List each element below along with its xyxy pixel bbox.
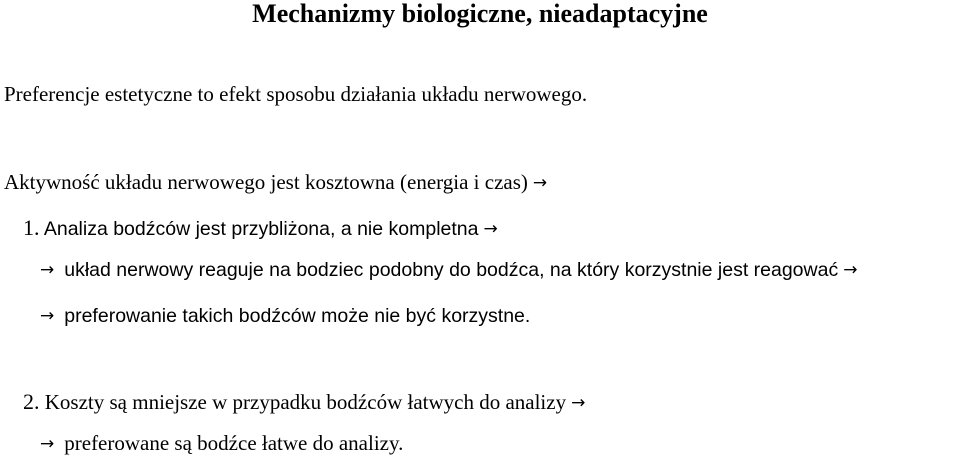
subtitle-text: Preferencje estetyczne to efekt sposobu działania układu nerwowego. [4, 82, 588, 106]
point-1-consequence-1-text: układ nerwowy reaguje na bodziec podobny do bodźca, na który korzystnie jest reagować [64, 259, 839, 281]
point-1-consequence-2-text: preferowanie takich bodźców może nie być korzystne. [64, 305, 531, 327]
right-arrow-icon: → [40, 306, 55, 326]
point-1-consequence-2 [40, 307, 530, 327]
right-arrow-icon: → [843, 260, 858, 280]
right-arrow-icon: → [40, 434, 55, 454]
point-2-consequence [40, 433, 403, 454]
right-arrow-icon: → [532, 173, 548, 193]
point-2-number: 2. [23, 389, 40, 414]
point-1 [23, 217, 498, 240]
point-1-consequence-1 [40, 261, 857, 281]
page-title: Mechanizmy biologiczne, nieadaptacyjne [252, 0, 708, 28]
right-arrow-icon: → [483, 219, 498, 239]
point-2-text: Koszty są mniejsze w przypadku bodźców łatwych do analizy [44, 390, 567, 414]
right-arrow-icon: → [40, 260, 55, 280]
point-2-consequence-text: preferowane są bodźce łatwe do analizy. [64, 431, 404, 455]
point-1-number: 1. [23, 215, 40, 240]
point-1-text: Analiza bodźców jest przybliżona, a nie kompletna [43, 218, 479, 240]
intro-text: Aktywność układu nerwowego jest kosztowna (energia i czas) [4, 170, 528, 194]
intro-line [4, 172, 547, 193]
right-arrow-icon: → [571, 393, 586, 413]
point-2 [23, 391, 585, 413]
